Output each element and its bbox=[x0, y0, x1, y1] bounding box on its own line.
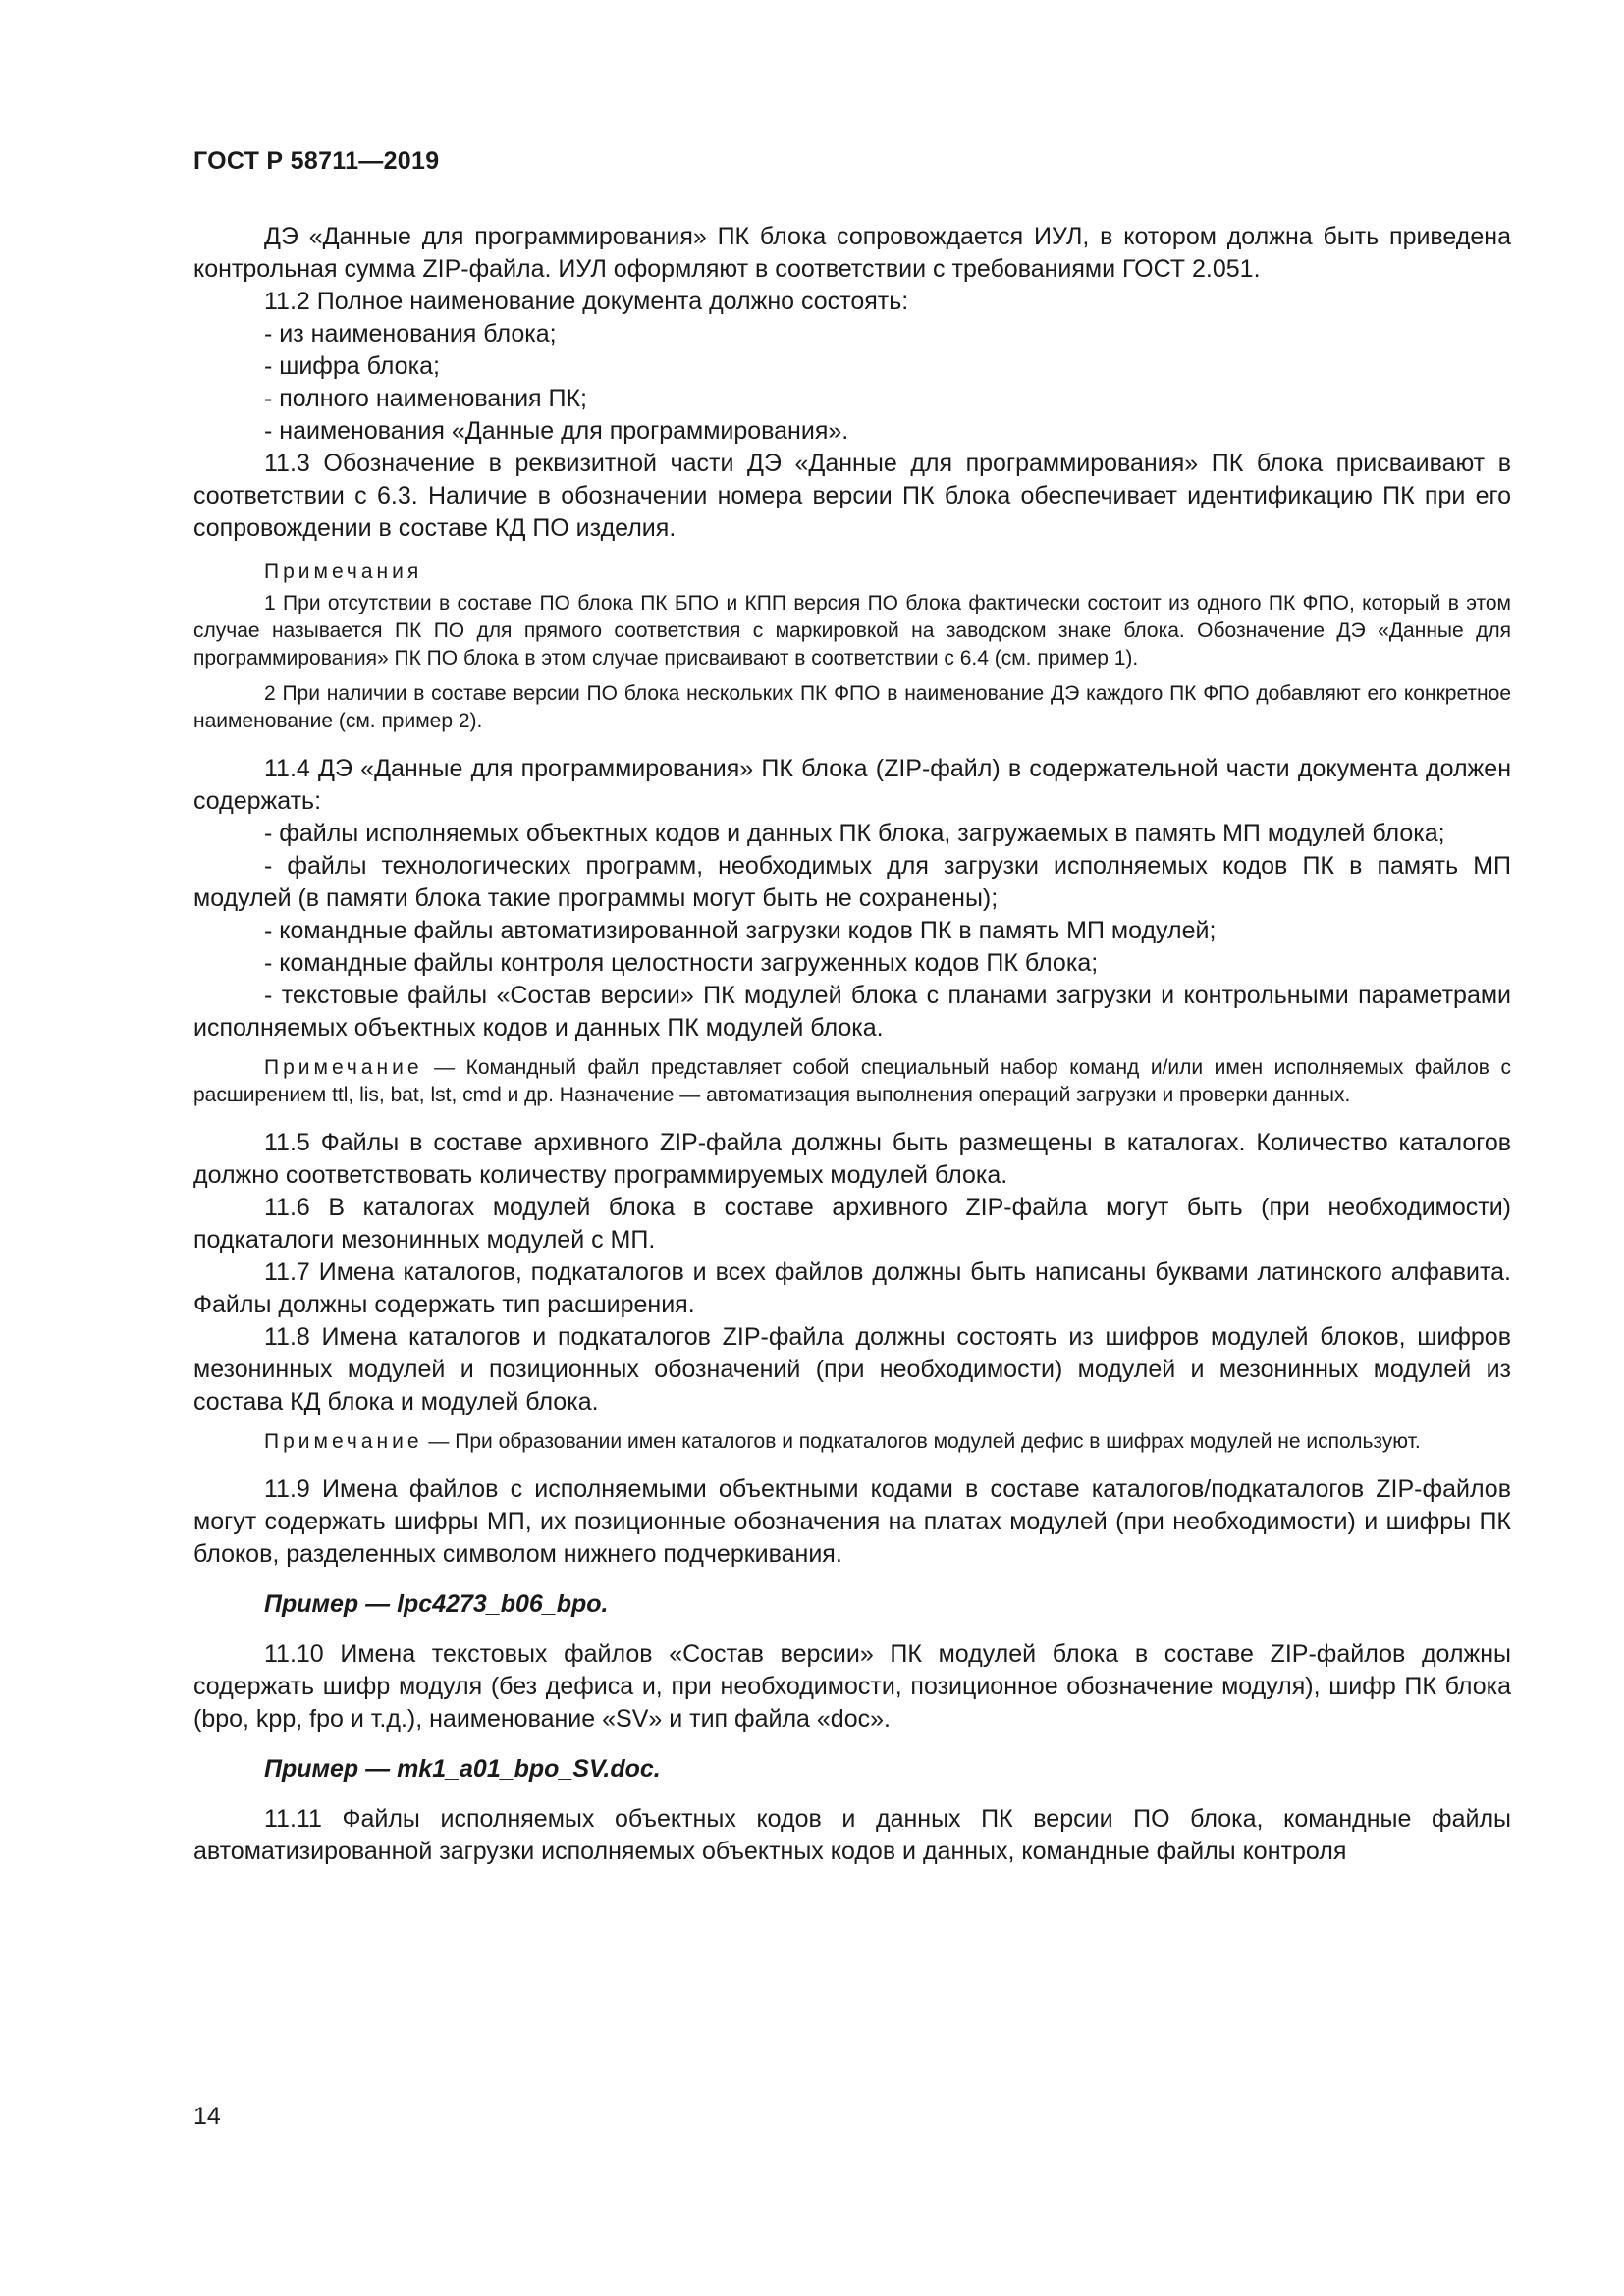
list-item: - текстовые файлы «Состав версии» ПК модулей блока с планами загрузки и контрольными параметрами исполняемых объектных кодов и данных ПК модулей блока. bbox=[193, 982, 1511, 1041]
note-text: — При образовании имен каталогов и подкаталогов модулей дефис в шифрах модулей не используют. bbox=[422, 1430, 1421, 1453]
paragraph-11-6: 11.6 В каталогах модулей блока в составе архивного ZIP-файла могут быть (при необходимости) подкаталоги мезонинных модулей с МП. bbox=[193, 1194, 1511, 1254]
paragraph-11-8: 11.8 Имена каталогов и подкаталогов ZIP-файла должны состоять из шифров модулей блоков, шифров мезонинных модулей и позиционных обозначений (при необходимости) модулей и мезонинных модулей из состава КД блока и модулей блока. bbox=[193, 1323, 1511, 1415]
paragraph-11-9: 11.9 Имена файлов с исполняемыми объектными кодами в составе каталогов/подкаталогов ZIP-файлов могут содержать шифры МП, их позиционные обозначения на платах модулей (при необходимости) и шифры ПК блоков, разделенных символом нижнего подчеркивания. bbox=[193, 1475, 1511, 1568]
paragraph-11-5: 11.5 Файлы в составе архивного ZIP-файла должны быть размещены в каталогах. Количество каталогов должно соответствовать количеству программируемых модулей блока. bbox=[193, 1129, 1511, 1189]
paragraph-11-7: 11.7 Имена каталогов, подкаталогов и всех файлов должны быть написаны буквами латинского алфавита. Файлы должны содержать тип расширения. bbox=[193, 1258, 1511, 1318]
page-number: 14 bbox=[193, 2103, 221, 2130]
example-2: Пример — mk1_a01_bpo_SV.doc. bbox=[264, 1755, 661, 1783]
list-item: - командные файлы контроля целостности загруженных кодов ПК блока; bbox=[264, 949, 1099, 977]
note-label: Примечание bbox=[264, 1430, 423, 1453]
notes-heading: Примечания bbox=[264, 561, 423, 583]
list-item: - наименования «Данные для программирования». bbox=[264, 417, 849, 445]
list-item: - командные файлы автоматизированной загрузки кодов ПК в память МП модулей; bbox=[264, 917, 1217, 944]
note-naming bbox=[193, 1428, 1511, 1456]
note-text: — Командный файл представляет собой специальный набор команд и/или имен исполняемых файлов с расширением ttl, lis, bat, lst, cmd и др. Назначение — автоматизация выполнения операций загрузки и проверки данных. bbox=[193, 1056, 1511, 1106]
list-item: - файлы исполняемых объектных кодов и данных ПК блока, загружаемых в память МП модулей блока; bbox=[264, 820, 1445, 847]
note-command-files bbox=[193, 1054, 1511, 1109]
list-item: - шифра блока; bbox=[264, 352, 440, 380]
note-item: 1 При отсутствии в составе ПО блока ПК БПО и КПП версия ПО блока фактически состоит из одного ПК ФПО, который в этом случае называется ПК ПО для прямого соответствия с маркировкой на заводском знаке блока. Обозначение ДЭ «Данные для программирования» ПК ПО блока в этом случае присваивают в соответствии с 6.4 (см. пример 1). bbox=[193, 592, 1511, 669]
paragraph-11-2: 11.2 Полное наименование документа должно состоять: bbox=[264, 288, 909, 315]
paragraph-11-3: 11.3 Обозначение в реквизитной части ДЭ «Данные для программирования» ПК блока присваивают в соответствии с 6.3. Наличие в обозначении номера версии ПК блока обеспечивает идентификацию ПК при его сопровождении в составе КД ПО изделия. bbox=[193, 450, 1511, 542]
note-label: Примечание bbox=[264, 1056, 423, 1079]
paragraph-intro: ДЭ «Данные для программирования» ПК блока сопровождается ИУЛ, в котором должна быть приведена контрольная сумма ZIP-файла. ИУЛ оформляют в соответствии с требованиями ГОСТ 2.051. bbox=[193, 223, 1511, 283]
list-item: - полного наименования ПК; bbox=[264, 385, 587, 412]
paragraph-11-4: 11.4 ДЭ «Данные для программирования» ПК блока (ZIP-файл) в содержательной части документа должен содержать: bbox=[193, 755, 1511, 815]
list-item: - файлы технологических программ, необходимых для загрузки исполняемых кодов ПК в память МП модулей (в памяти блока такие программы могут быть не сохранены); bbox=[193, 852, 1511, 912]
list-item: - из наименования блока; bbox=[264, 320, 557, 347]
example-1: Пример — lpc4273_b06_bpo. bbox=[264, 1590, 609, 1618]
page-body bbox=[193, 221, 1511, 1868]
paragraph-11-11: 11.11 Файлы исполняемых объектных кодов и данных ПК версии ПО блока, командные файлы автоматизированной загрузки исполняемых объектных кодов и данных, командные файлы контроля bbox=[193, 1805, 1511, 1865]
document-header: ГОСТ Р 58711—2019 bbox=[193, 147, 440, 175]
note-item: 2 При наличии в составе версии ПО блока нескольких ПК ФПО в наименование ДЭ каждого ПК ФПО добавляют его конкретное наименование (см. пример 2). bbox=[193, 682, 1511, 732]
paragraph-11-10: 11.10 Имена текстовых файлов «Состав версии» ПК модулей блока в составе ZIP-файлов должны содержать шифр модуля (без дефиса и, при необходимости, позиционное обозначение модуля), шифр ПК блока (bpo, kpp, fpo и т.д.), наименование «SV» и тип файла «doc». bbox=[193, 1640, 1511, 1733]
